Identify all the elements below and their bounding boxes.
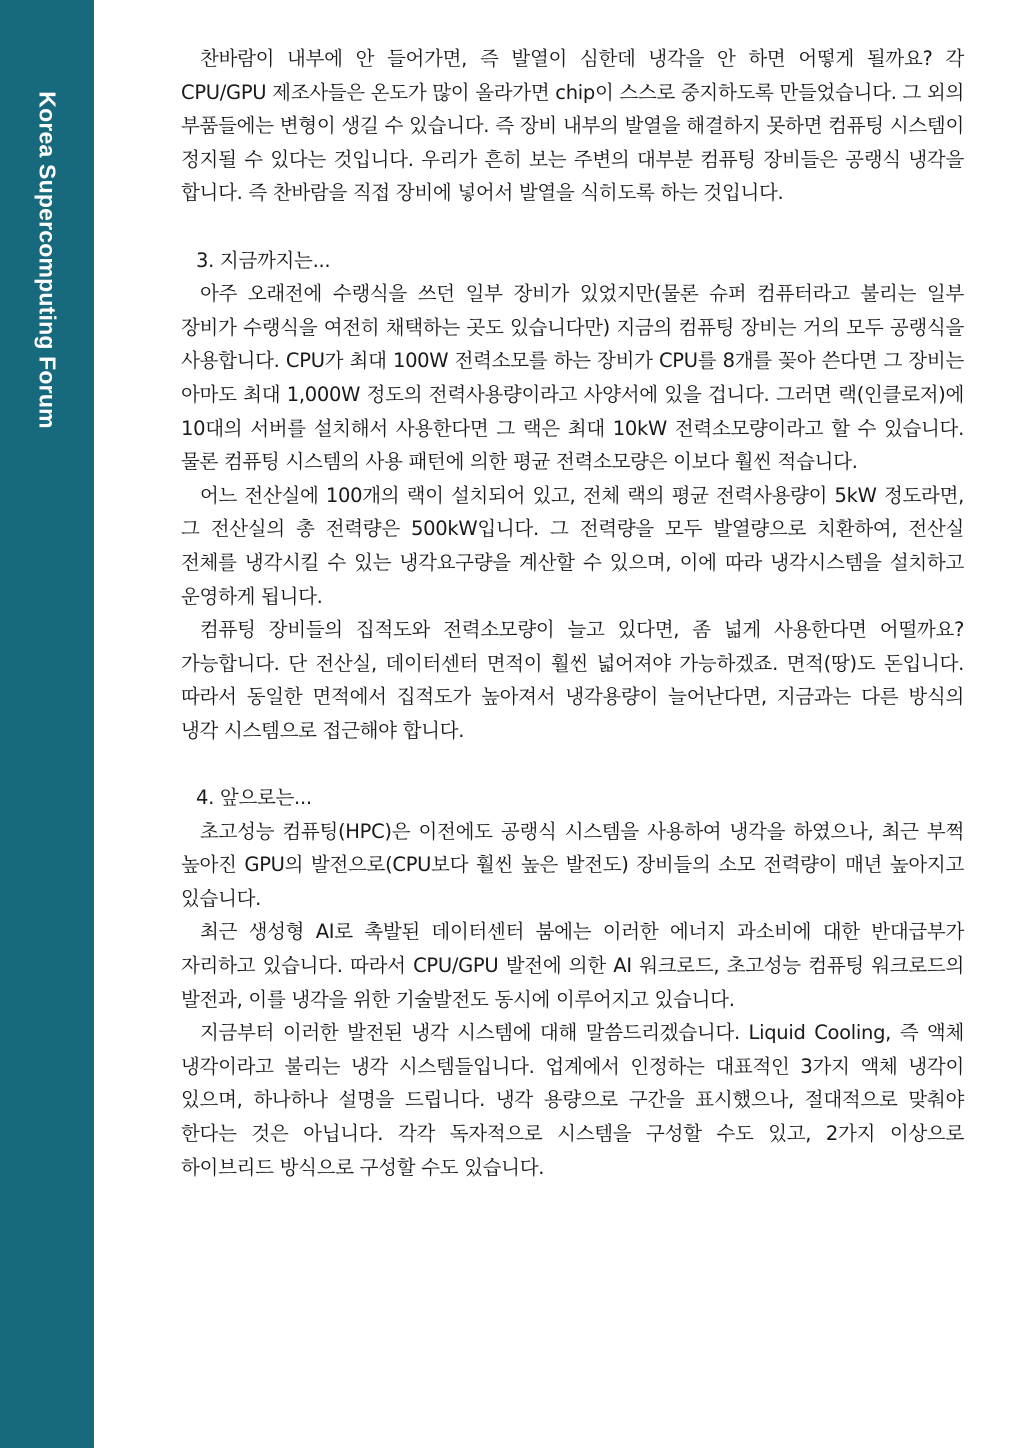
section-4-heading: 4. 앞으로는... (196, 786, 312, 810)
section-4-paragraph-2: 최근 생성형 AI로 촉발된 데이터센터 붐에는 이러한 에너지 과소비에 대한 반대급부가 자리하고 있습니다. 따라서 CPU/GPU 발전에 의한 AI 워크로드, 초고성능 컴퓨팅 워크로드의 발전과, 이를 냉각을 위한 기술발전도 동시에 이루어지고 있습니다. (181, 920, 964, 1011)
section-spacer (181, 747, 964, 781)
section-3-paragraph-1: 아주 오래전에 수랭식을 쓰던 일부 장비가 있었지만(물론 슈퍼 컴퓨터라고 불리는 일부 장비가 수랭식을 여전히 채택하는 곳도 있습니다만) 지금의 컴퓨팅 장비는 거의 모두 공랭식을 사용합니다. CPU가 최대 100W 전력소모를 하는 장비가 CPU를 8개를 꽂아 쓴다면 그 장비는 아마도 최대 1,000W 정도의 전력사용량이라고 사양서에 있을 겁니다. 그러면 랙(인클로저)에 10대의 서버를 설치해서 사용한다면 그 랙은 최대 10kW 전력소모량이라고 할 수 있습니다. 물론 컴퓨팅 시스템의 사용 패턴에 의한 평균 전력소모량은 이보다 훨씬 적습니다. (181, 282, 964, 474)
section-3-paragraph-3: 컴퓨팅 장비들의 집적도와 전력소모량이 늘고 있다면, 좀 넓게 사용한다면 어떨까요? 가능합니다. 단 전산실, 데이터센터 면적이 훨씬 넓어져야 가능하겠죠. 면적(땅)도 돈입니다. 따라서 동일한 면적에서 집적도가 높아져서 냉각용량이 늘어난다면, 지금과는 다른 방식의 냉각 시스템으로 접근해야 합니다. (181, 618, 964, 742)
intro-paragraph: 찬바람이 내부에 안 들어가면, 즉 발열이 심한데 냉각을 안 하면 어떻게 될까요? 각 CPU/GPU 제조사들은 온도가 많이 올라가면 chip이 스스로 중지하도록 만들었습니다. 그 외의 부품들에는 변형이 생길 수 있습니다. 즉 장비 내부의 발열을 해결하지 못하면 컴퓨팅 시스템이 정지될 수 있다는 것입니다. 우리가 흔히 보는 주변의 대부분 컴퓨팅 장비들은 공랭식 냉각을 합니다. 즉 찬바람을 직접 장비에 넣어서 발열을 식히도록 하는 것입니다. (181, 47, 965, 205)
sidebar-title: Korea Supercomputing Forum (34, 91, 61, 429)
document-body (181, 42, 964, 1184)
section-4-paragraph-1: 초고성능 컴퓨팅(HPC)은 이전에도 공랭식 시스템을 사용하여 냉각을 하였으나, 최근 부쩍 높아진 GPU의 발전으로(CPU보다 훨씬 높은 발전도) 장비들의 소모 전력량이 매년 높아지고 있습니다. (181, 819, 964, 910)
section-spacer (181, 210, 964, 244)
section-4-paragraph-3: 지금부터 이러한 발전된 냉각 시스템에 대해 말씀드리겠습니다. Liquid Cooling, 즉 액체 냉각이라고 불리는 냉각 시스템들입니다. 업계에서 인정하는 대표적인 3가지 액체 냉각이 있으며, 하나하나 설명을 드립니다. 냉각 용량으로 구간을 표시했으나, 절대적으로 맞춰야 한다는 것은 아닙니다. 각각 독자적으로 시스템을 구성할 수도 있고, 2가지 이상으로 하이브리드 방식으로 구성할 수도 있습니다. (181, 1021, 964, 1179)
section-3-paragraph-2: 어느 전산실에 100개의 랙이 설치되어 있고, 전체 랙의 평균 전력사용량이 5kW 정도라면, 그 전산실의 총 전력량은 500kW입니다. 그 전력량을 모두 발열량으로 치환하여, 전산실 전체를 냉각시킬 수 있는 냉각요구량을 계산할 수 있으며, 이에 따라 냉각시스템을 설치하고 운영하게 됩니다. (181, 483, 964, 608)
section-3-heading: 3. 지금까지는... (196, 248, 331, 272)
sidebar-band (0, 0, 94, 1448)
